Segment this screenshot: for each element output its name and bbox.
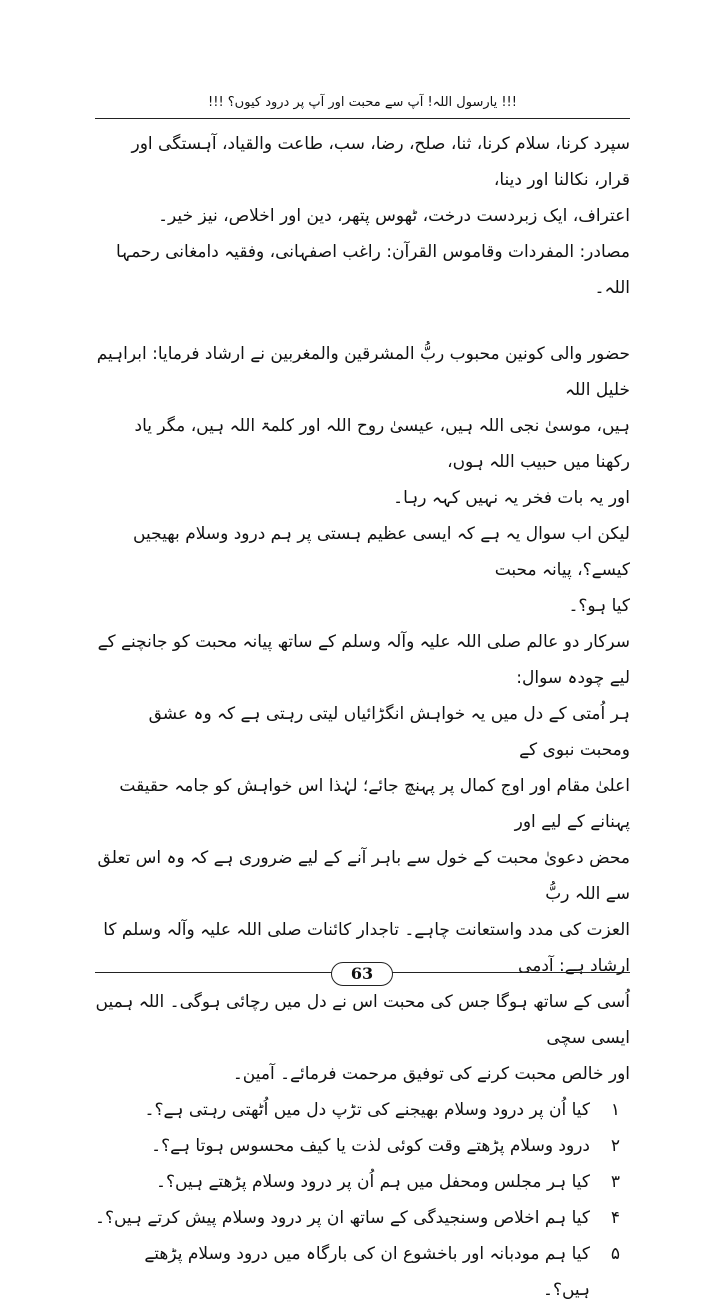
paragraph-line: لیکن اب سوال یہ ہے کہ ایسی عظیم ہستی پر ہم درود وسلام بھیجیں کیسے؟، پیانہ محبت bbox=[133, 524, 630, 580]
paragraph-line: حضور والی کونین محبوب ربُّ المشرقین والمغربین نے ارشاد فرمایا: ابراہیم خلیل اللہ bbox=[96, 344, 630, 400]
question-number: ۲ bbox=[610, 1136, 620, 1156]
paragraph-line: اور یہ بات فخر یہ نہیں کہہ رہا۔ bbox=[393, 488, 630, 508]
paragraph-line: کیا ہو؟۔ bbox=[568, 596, 630, 616]
paragraph-line: ہیں، موسیٰ نجی اللہ ہیں، عیسیٰ روح اللہ اور کلمۃ اللہ ہیں، مگر یاد رکھنا میں حبیب اللہ ہوں، bbox=[134, 416, 630, 472]
question-item bbox=[95, 1128, 620, 1164]
question-text: درود وسلام پڑھتے وقت کوئی لذت یا کیف محسوس ہوتا ہے؟۔ bbox=[151, 1136, 590, 1156]
running-header: !!! یارسول اللہ! آپ سے محبت اور آپ پر درود کیوں؟ !!! bbox=[208, 95, 517, 110]
question-text: کیا اُن پر درود وسلام بھیجنے کی تڑپ دل میں اُٹھتی رہتی ہے؟۔ bbox=[144, 1100, 590, 1120]
question-item bbox=[95, 1200, 620, 1236]
paragraph-line: اور خالص محبت کرنے کی توفیق مرحمت فرمائے۔ آمین۔ bbox=[232, 1064, 630, 1084]
paragraph-line: اعلیٰ مقام اور اوج کمال پر پہنچ جائے؛ لہٰذا اس خواہش کو جامہ حقیقت پہنانے کے لیے اور bbox=[119, 776, 630, 832]
question-number: ۴ bbox=[610, 1208, 620, 1228]
paragraph-line: محض دعویٰ محبت کے خول سے باہر آنے کے لیے ضروری ہے کہ وہ اس تعلق سے اللہ ربُّ bbox=[97, 848, 630, 904]
question-item bbox=[95, 1236, 620, 1308]
question-item bbox=[95, 1164, 620, 1200]
intro-line: سپرد کرنا، سلام کرنا، ثنا، صلح، رضا، سب، طاعت والقیاد، آہستگی اور قرار، نکالنا اور دینا، bbox=[131, 134, 630, 190]
page-number: 63 bbox=[331, 962, 393, 986]
paragraph-line: العزت کی مدد واستعانت چاہے۔ تاجدار کائنات صلی اللہ علیہ وآلہ وسلم کا ارشاد ہے: آدمی bbox=[103, 920, 630, 976]
intro-line: اعتراف، ایک زبردست درخت، ٹھوس پتھر، دین اور اخلاص، نیز خیر۔ bbox=[158, 206, 630, 226]
page-body bbox=[95, 126, 630, 1308]
paragraph-line: اُسی کے ساتھ ہوگا جس کی محبت اس نے دل میں رچائی ہوگی۔ اللہ ہمیں ایسی سچی bbox=[95, 992, 630, 1048]
question-number: ۱ bbox=[610, 1100, 620, 1120]
paragraph-gap bbox=[95, 306, 630, 336]
sources-line: مصادر: المفردات وقاموس القرآن: راغب اصفہانی، وفقیہ دامغانی رحمہا اللہ۔ bbox=[116, 242, 630, 298]
question-text: کیا ہم اخلاص وسنجیدگی کے ساتھ ان پر درود وسلام پیش کرتے ہیں؟۔ bbox=[95, 1208, 590, 1228]
question-number: ۵ bbox=[610, 1244, 620, 1264]
question-text: کیا ہر مجلس ومحفل میں ہم اُن پر درود وسلام پڑھتے ہیں؟۔ bbox=[156, 1172, 590, 1192]
question-item bbox=[95, 1092, 620, 1128]
question-text: کیا ہم مودبانہ اور باخشوع ان کی بارگاہ میں درود وسلام پڑھتے ہیں؟۔ bbox=[144, 1244, 590, 1300]
paragraph-line: ہر اُمتی کے دل میں یہ خواہش انگڑائیاں لیتی رہتی ہے کہ وہ عشق ومحبت نبوی کے bbox=[148, 704, 630, 760]
section-heading: سرکار دو عالم صلی اللہ علیہ وآلہ وسلم کے ساتھ پیانہ محبت کو جانچنے کے لیے چودہ سوال: bbox=[97, 632, 630, 688]
header-rule bbox=[95, 118, 630, 119]
question-number: ۳ bbox=[610, 1172, 620, 1192]
